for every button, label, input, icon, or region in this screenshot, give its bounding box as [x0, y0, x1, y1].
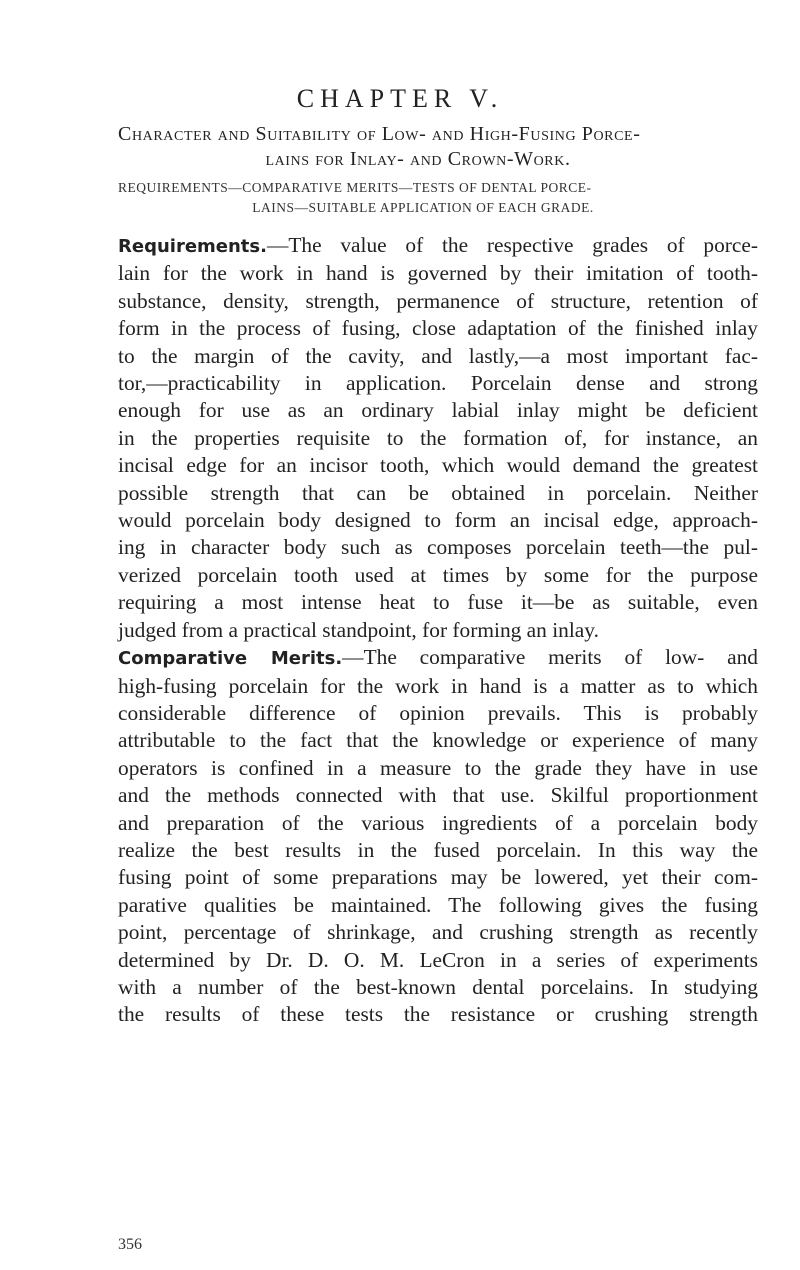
paragraph	[118, 644, 758, 1029]
text-line	[118, 810, 758, 837]
line-text: operators is confined in a measure to the grade they have in use	[118, 755, 758, 780]
line-text: and preparation of the various ingredients of a porcelain body	[118, 810, 758, 835]
text-line	[118, 452, 758, 479]
line-text: fusing point of some preparations may be lowered, yet their com-	[118, 865, 758, 890]
line-text: attributable to the fact that the knowledge or experience of many	[118, 728, 758, 753]
text-line	[118, 370, 758, 397]
text-line	[118, 755, 758, 782]
text-line	[118, 837, 758, 864]
line-text: possible strength that can be obtained in porcelain. Neither	[118, 480, 758, 505]
line-text: considerable difference of opinion prevails. This is probably	[118, 700, 758, 725]
text-line	[118, 232, 758, 260]
line-text: in the properties requisite to the formation of, for instance, an	[118, 425, 758, 450]
line-text: high-fusing porcelain for the work in hand is a matter as to which	[118, 673, 758, 698]
text-line	[118, 974, 758, 1001]
text-line	[118, 617, 758, 644]
line-text: requiring a most intense heat to fuse it—be as suitable, even	[118, 590, 758, 615]
line-text: parative qualities be maintained. The following gives the fusing	[118, 892, 758, 917]
run-in-heading: Requirements.	[118, 236, 267, 257]
text-line	[118, 589, 758, 616]
text-line	[118, 1001, 758, 1028]
line-text: to the margin of the cavity, and lastly,—a most important fac-	[118, 343, 758, 368]
text-line	[118, 260, 758, 287]
line-text: lain for the work in hand is governed by their imitation of tooth-	[118, 261, 758, 286]
line-text: verized porcelain tooth used at times by some for the purpose	[118, 562, 758, 587]
chapter-synopsis	[118, 178, 758, 218]
chapter-heading: CHAPTER V.	[296, 84, 504, 113]
text-line	[118, 507, 758, 534]
line-text: incisal edge for an incisor tooth, which would demand the greatest	[118, 453, 758, 478]
run-in-heading: Comparative Merits.	[118, 648, 343, 670]
paragraph	[118, 232, 758, 644]
line-text: and the methods connected with that use. Skilful proportionment	[118, 783, 758, 808]
line-text: realize the best results in the fused porcelain. In this way the	[118, 837, 758, 862]
text-line	[118, 288, 758, 315]
line-text: enough for use as an ordinary labial inlay might be deficient	[118, 398, 758, 423]
line-text: tor,—practicability in application. Porcelain dense and strong	[118, 371, 758, 396]
chapter-title	[118, 122, 758, 172]
line-text: —The value of the respective grades of porce-	[266, 233, 758, 257]
page-number: 356	[118, 1236, 142, 1253]
text-line	[118, 425, 758, 452]
line-text: the results of these tests the resistance or crushing strength	[118, 1002, 758, 1027]
text-line	[118, 343, 758, 370]
line-text: determined by Dr. D. O. M. LeCron in a series of experiments	[118, 947, 758, 972]
line-text: substance, density, strength, permanence of structure, retention of	[118, 288, 758, 313]
chapter-title-line-2: lains for Inlay- and Crown-Work.	[265, 148, 571, 170]
text-line	[118, 864, 758, 891]
text-line	[118, 397, 758, 424]
line-text: —The comparative merits of low- and	[342, 645, 758, 670]
line-text: point, percentage of shrinkage, and crushing strength as recently	[118, 920, 758, 945]
text-line	[118, 700, 758, 727]
text-line	[118, 315, 758, 342]
line-text: judged from a practical standpoint, for forming an inlay.	[118, 617, 599, 642]
body-text	[118, 232, 758, 1029]
text-line	[118, 562, 758, 589]
text-line	[118, 644, 758, 672]
line-text: form in the process of fusing, close adaptation of the finished inlay	[118, 316, 758, 341]
text-line	[118, 782, 758, 809]
synopsis-line-1: REQUIREMENTS—COMPARATIVE MERITS—TESTS OF DENTAL PORCE-	[118, 180, 592, 195]
text-line	[118, 534, 758, 561]
line-text: would porcelain body designed to form an incisal edge, approach-	[118, 508, 758, 533]
line-text: ing in character body such as composes porcelain teeth—the pul-	[118, 535, 758, 560]
text-line	[118, 727, 758, 754]
text-line	[118, 947, 758, 974]
text-line	[118, 919, 758, 946]
line-text: with a number of the best-known dental porcelains. In studying	[118, 974, 758, 999]
text-line	[118, 480, 758, 507]
synopsis-line-2: LAINS—SUITABLE APPLICATION OF EACH GRADE.	[252, 200, 594, 215]
chapter-title-line-1: Character and Suitability of Low- and High-Fusing Porce-	[118, 123, 641, 145]
text-line	[118, 673, 758, 700]
text-line	[118, 892, 758, 919]
